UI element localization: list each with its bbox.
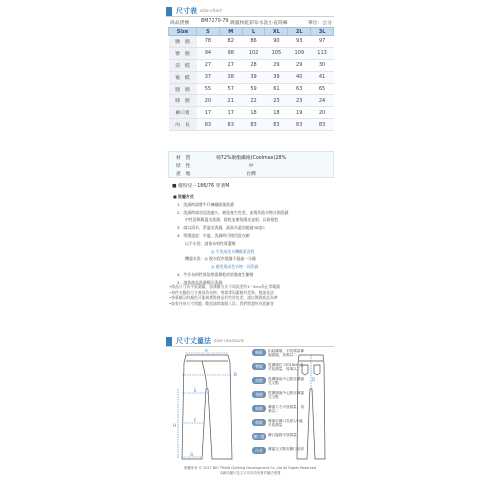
table-cell: 90 — [265, 36, 288, 48]
care-line: 中性洗劑與溫水洗滌，陰乾並避免陽光直射，以防褪色 — [185, 217, 279, 223]
table-cell: 83 — [311, 119, 334, 131]
svg-text:D: D — [312, 377, 316, 382]
measure-text: 褲襠下方平放測量，再乘以二 — [268, 405, 304, 414]
row-label: 前 檔 — [169, 59, 197, 71]
footer-line: 版權所有 © 2017 BIG TRAIN Clothing Development Co.,Ltd All Rights Reserved — [184, 466, 316, 470]
origin-row — [169, 170, 333, 178]
table-cell: 83 — [288, 119, 311, 131]
note-line: •每件衣服的尺寸會因為布料、剪裁等因素略有差異，敬請見諒 — [169, 289, 274, 295]
measure-subtitle: size measure — [214, 338, 244, 344]
table-cell: 93 — [288, 36, 311, 48]
care-line: 2．洗滌時請勿浸泡過久，避免產生色差，並與其他衣物分開洗滌 — [177, 209, 289, 215]
svg-text:H: H — [173, 423, 177, 428]
table-cell: 98 — [219, 47, 242, 59]
divider — [166, 16, 334, 17]
care-line: ◎ 手洗或洗衣機輕柔洗程 — [211, 248, 255, 254]
table-cell: 28 — [242, 59, 265, 71]
size-chart-title: 尺寸表 — [176, 7, 197, 15]
table-cell: 63 — [288, 83, 311, 95]
pants-back-diagram-icon — [296, 349, 326, 461]
table-row — [169, 59, 334, 71]
table-row — [169, 71, 334, 83]
table-cell: 29 — [288, 59, 311, 71]
measure-badge: 臀圍 — [252, 363, 266, 370]
table-cell: 27 — [197, 59, 220, 71]
table-cell: 78 — [197, 36, 220, 48]
care-line: ◎ 避免與深色衣物一同洗滌 — [211, 264, 259, 270]
measure-badge: 內長 — [252, 447, 266, 454]
measure-text: 褲襠交叉點至褲口底部 — [268, 447, 304, 451]
table-row — [169, 47, 334, 59]
column-header: 3L — [311, 28, 334, 36]
unit-label: 單位：公分 — [308, 21, 332, 26]
size-notes — [169, 284, 335, 306]
table-cell: 59 — [242, 83, 265, 95]
table-row — [169, 107, 334, 119]
table-cell: 29 — [265, 59, 288, 71]
measure-header — [166, 336, 244, 346]
table-cell: 17 — [197, 107, 220, 119]
divider — [166, 346, 334, 347]
svg-text:F: F — [194, 418, 197, 423]
product-label: 商品貨號 — [170, 21, 190, 26]
row-label: 腿 圍 — [169, 83, 197, 95]
table-cell: 23 — [265, 95, 288, 107]
svg-text:E: E — [194, 388, 197, 393]
table-cell: 57 — [219, 83, 242, 95]
table-cell: 23 — [288, 95, 311, 107]
svg-text:B: B — [234, 372, 237, 377]
care-line: 5．請依商品洗滌標示洗滌 — [177, 279, 223, 285]
table-row — [169, 95, 334, 107]
table-cell: 94 — [197, 47, 220, 59]
table-cell: 24 — [311, 95, 334, 107]
product-meta — [168, 19, 334, 26]
measure-text: 扣起褲頭，平放測量褲頭兩端，再乘以二 — [268, 349, 304, 358]
origin-label: 產 地 — [176, 172, 191, 177]
measure-badge: 腿圍 — [252, 405, 266, 412]
product-code: BM7270-79 — [201, 19, 229, 24]
table-cell: 22 — [242, 95, 265, 107]
table-cell: 86 — [242, 36, 265, 48]
section-bar-icon — [166, 337, 172, 346]
column-header: XL — [265, 28, 288, 36]
table-cell: 17 — [219, 107, 242, 119]
section-bar-icon — [166, 7, 172, 16]
footer — [166, 466, 334, 476]
size-table-body — [169, 36, 334, 131]
note-line: •螢幕顯示的顏色可能與實際商品有些許色差，請以實際商品為準 — [169, 295, 278, 301]
pants-front-diagram-icon — [172, 349, 242, 461]
material-row — [169, 154, 333, 162]
table-cell: 40 — [288, 71, 311, 83]
column-header: L — [242, 28, 265, 36]
row-label: 褲口寬 — [169, 107, 197, 119]
row-label: 膝 圍 — [169, 95, 197, 107]
table-row — [169, 36, 334, 48]
model-info: ■ 模特兒－186/76 穿著M — [172, 184, 230, 189]
thickness-value: 中 — [248, 164, 254, 169]
material-label: 材 質 — [176, 156, 191, 161]
measure-badge: 後檔 — [252, 391, 266, 398]
table-cell: 83 — [242, 119, 265, 131]
row-label: 內 長 — [169, 119, 197, 131]
material-box — [168, 151, 334, 178]
measure-text: 褲口邊緣平放測量 — [268, 433, 297, 437]
measure-text: 褲襠至褲口長度1/2處平放測量 — [268, 419, 303, 428]
table-cell: 61 — [265, 83, 288, 95]
table-cell: 65 — [311, 83, 334, 95]
table-cell: 18 — [242, 107, 265, 119]
note-line: •商品尺寸為平放測量，依測量方式不同誤差約1~3cm為正常範圍 — [169, 284, 280, 289]
measure-title: 尺寸丈量法 — [176, 337, 211, 345]
table-cell: 38 — [219, 71, 242, 83]
column-header: S — [197, 28, 220, 36]
care-line: 以手水洗：請依布料性質選擇 — [185, 240, 236, 246]
measure-text: 從褲頭後中心點至褲襠交叉點 — [268, 391, 304, 400]
column-header: Size — [169, 28, 197, 36]
origin-value: 台灣 — [246, 172, 256, 177]
measure-badge: 前檔 — [252, 377, 266, 384]
measure-badge: 褲口寬 — [253, 434, 265, 439]
table-cell: 102 — [242, 47, 265, 59]
care-line: 1．洗滌時請將牛仔褲翻面後洗濯 — [177, 201, 234, 207]
table-cell: 21 — [219, 95, 242, 107]
table-cell: 105 — [265, 47, 288, 59]
table-cell: 18 — [265, 107, 288, 119]
row-label: 後 檔 — [169, 71, 197, 83]
measure-badge: 腰圍 — [252, 349, 266, 356]
table-cell: 82 — [219, 36, 242, 48]
table-cell: 83 — [197, 119, 220, 131]
size-table-header — [169, 28, 334, 36]
care-line: 機器水洗：◎ 脫水程序建議不超過一分鐘 — [185, 256, 256, 262]
material-value: 棉72%聚酯纖維(Coolmax)28% — [215, 156, 287, 161]
size-chart-subtitle: size chart — [200, 8, 222, 14]
care-line: 4．熨燙溫度：中溫，洗滌時可使用洗衣網 — [177, 232, 250, 238]
table-cell: 113 — [311, 47, 334, 59]
product-name: 吸濕快乾彩布水洗小直筒褲 — [230, 21, 288, 26]
table-cell: 37 — [197, 71, 220, 83]
table-cell: 30 — [311, 59, 334, 71]
note-line: •如有任何尺寸問題，歡迎詢問客服人員，我們將盡快為您解答 — [169, 300, 274, 306]
table-cell: 83 — [219, 119, 242, 131]
row-label: 腰 圍 — [169, 36, 197, 48]
table-cell: 41 — [311, 71, 334, 83]
measure-text: 從褲頭前中心點至褲襠交叉點 — [268, 377, 304, 386]
size-chart-header — [166, 6, 222, 16]
measure-text: 從褲頭往下約18cm處平放測量，再乘以二 — [268, 363, 304, 372]
table-cell: 19 — [288, 107, 311, 119]
svg-text:A: A — [205, 349, 208, 353]
table-cell: 97 — [311, 36, 334, 48]
table-row — [169, 119, 334, 131]
column-header: 2L — [288, 28, 311, 36]
table-cell: 39 — [265, 71, 288, 83]
table-cell: 83 — [265, 119, 288, 131]
svg-text:G: G — [190, 452, 194, 457]
care-line: 3．請以清水、常溫水洗滌，最高水溫勿超過30度C — [177, 225, 265, 231]
care-lines — [173, 201, 333, 287]
thickness-row — [169, 162, 333, 170]
thickness-label: 厚 性 — [176, 164, 191, 169]
table-cell: 109 — [288, 47, 311, 59]
measure-badge: 膝圍 — [252, 419, 266, 426]
table-cell: 20 — [197, 95, 220, 107]
table-row — [169, 83, 334, 95]
table-cell: 55 — [197, 83, 220, 95]
care-title: ■ 洗滌方式 — [173, 194, 194, 199]
table-cell: 20 — [311, 107, 334, 119]
table-cell: 27 — [219, 59, 242, 71]
care-line: 4．牛仔布料性質依照需擰乾的狀態產生皺褶 — [177, 271, 254, 277]
column-header: M — [219, 28, 242, 36]
size-table — [168, 27, 334, 131]
table-cell: 39 — [242, 71, 265, 83]
care-instructions — [173, 193, 333, 287]
footer-line: 本網站圖片及文字內容均受著作權法保護 — [219, 471, 281, 475]
row-label: 臀 圍 — [169, 47, 197, 59]
